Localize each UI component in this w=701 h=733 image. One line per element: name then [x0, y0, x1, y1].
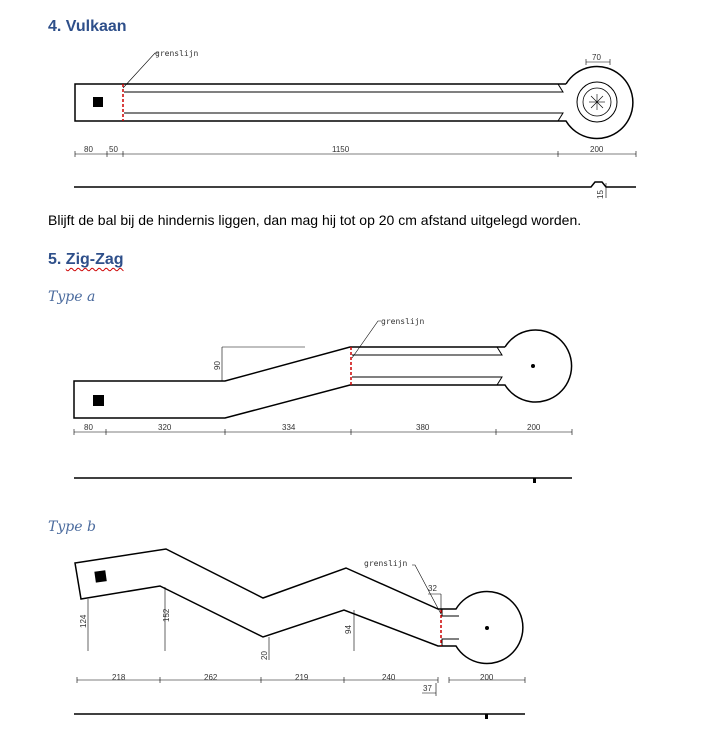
type-a-dim-3: 334 — [282, 423, 296, 432]
type-b-dim-1: 218 — [112, 673, 126, 682]
type-a-dim-4: 380 — [416, 423, 430, 432]
type-b-hole — [485, 626, 489, 630]
heading-zigzag-number: 5. — [48, 251, 66, 268]
vulkaan-tee-marker — [93, 97, 103, 107]
type-a-border-label: grenslijn — [381, 317, 425, 326]
type-b-border-label: grenslijn — [364, 559, 408, 568]
type-b-inner-track — [442, 609, 459, 646]
type-b-plan — [74, 549, 525, 719]
type-b-dim-2: 262 — [204, 673, 218, 682]
type-a-offset-dim-line — [222, 347, 305, 381]
type-a-outline — [74, 330, 572, 418]
type-b-vdim-3: 20 — [260, 651, 269, 660]
vulkaan-border-label: grenslijn — [155, 49, 199, 58]
vulkaan-height-dim: 15 — [596, 190, 605, 199]
type-a-border-leader — [352, 321, 381, 358]
type-b-outline — [75, 549, 523, 664]
type-b-small-dim: 37 — [423, 684, 432, 693]
vulkaan-border-leader — [123, 53, 158, 88]
type-b-label: Type b — [48, 519, 96, 535]
type-a-offset-dim: 90 — [213, 361, 222, 370]
type-a-plan — [74, 321, 572, 483]
type-b-vdim-2: 152 — [162, 608, 171, 622]
type-b-vertical-dim-lines — [88, 587, 354, 660]
type-a-hole — [531, 364, 535, 368]
vulkaan-crater-icon — [589, 94, 605, 110]
vulkaan-note: Blijft de bal bij de hindernis liggen, dan mag hij tot op 20 cm afstand uitgelegd worden. — [48, 212, 582, 228]
type-b-dim-3: 219 — [295, 673, 309, 682]
type-a-dim-1: 80 — [84, 423, 93, 432]
type-a-profile-marker — [533, 478, 536, 483]
type-a-dim-line — [74, 429, 572, 435]
type-b-vdim-1: 124 — [79, 614, 88, 628]
vulkaan-dim-3: 1150 — [332, 145, 350, 154]
vulkaan-inner-track — [124, 84, 563, 121]
vulkaan-dim-1: 80 — [84, 145, 93, 154]
vulkaan-top-dim: 70 — [592, 53, 601, 62]
heading-zigzag-word: Zig-Zag — [65, 251, 124, 268]
type-b-gap-dim: 32 — [428, 584, 437, 593]
type-a-inner-track — [352, 347, 502, 385]
type-b-dim-5: 200 — [480, 673, 494, 682]
type-b-tee-marker — [94, 570, 106, 582]
vulkaan-plan — [74, 53, 636, 198]
type-a-tee-marker — [93, 395, 104, 406]
vulkaan-dim-2: 50 — [109, 145, 118, 154]
vulkaan-profile — [74, 182, 636, 187]
type-b-dim-4: 240 — [382, 673, 396, 682]
vulkaan-dim-line — [75, 151, 636, 157]
type-a-dim-5: 200 — [527, 423, 541, 432]
vulkaan-outline — [75, 67, 633, 139]
type-a-dim-2: 320 — [158, 423, 172, 432]
type-a-label: Type a — [48, 289, 96, 305]
type-b-profile-marker — [485, 714, 488, 719]
vulkaan-dim-4: 200 — [590, 145, 604, 154]
heading-vulkaan: 4. Vulkaan — [48, 18, 127, 35]
type-b-vdim-4: 94 — [344, 625, 353, 634]
